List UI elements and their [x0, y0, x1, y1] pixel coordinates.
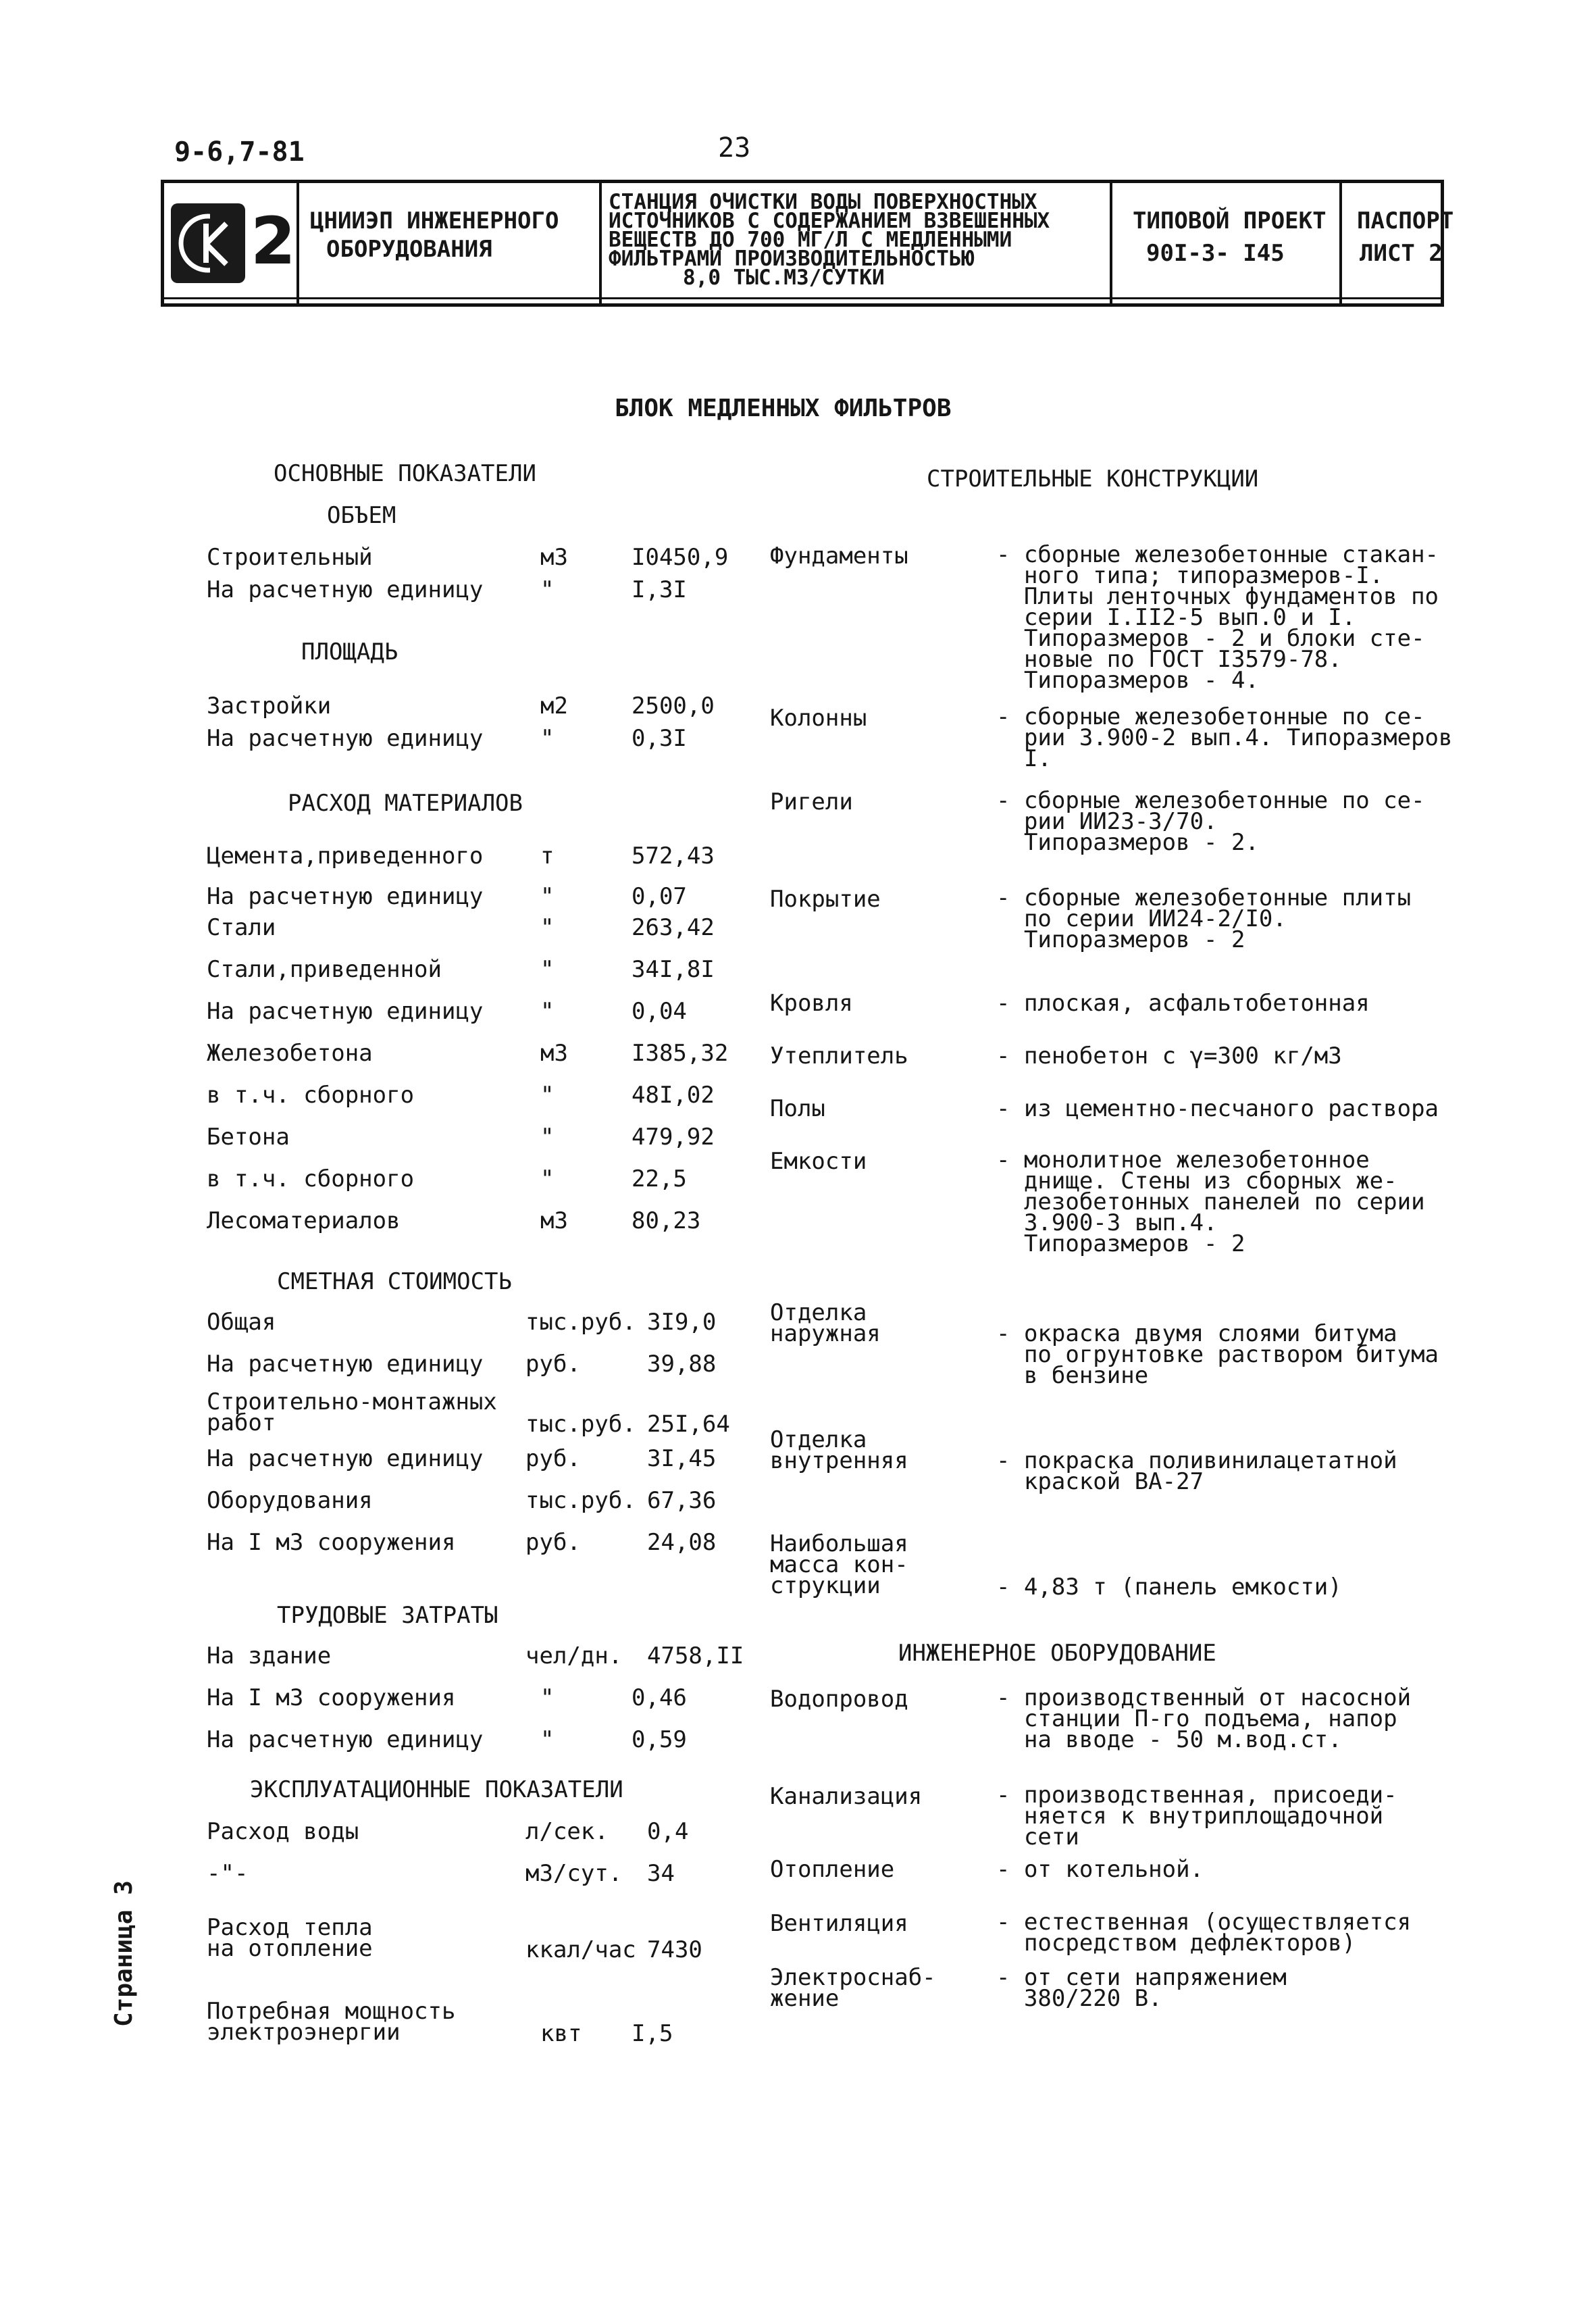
indicator-unit: " [540, 1082, 555, 1109]
indicator-name: Застройки [207, 693, 332, 720]
cost-title: СМЕТНАЯ СТОИМОСТЬ [277, 1268, 512, 1295]
indicator-value: 4758,II [647, 1642, 744, 1669]
indicator-value: 3I9,0 [647, 1309, 717, 1336]
indicator-name: Цемента,приведенного [207, 842, 484, 870]
indicator-value: I385,32 [632, 1040, 729, 1067]
indicator-name: Лесоматериалов [207, 1207, 401, 1234]
indicator-value: 25I,64 [647, 1411, 730, 1438]
indicator-name: На расчетную единицу [207, 1351, 484, 1378]
document-code: 9-6,7-81 [174, 136, 305, 168]
engineering-description: - от котельной. [996, 1856, 1204, 1883]
indicator-unit: " [540, 725, 555, 752]
area-title: ПЛОЩАДЬ [301, 638, 398, 665]
engineering-name: Электроснаб- жение [770, 1964, 936, 2012]
construction-name: Емкости [770, 1148, 867, 1175]
title-block-divider [164, 297, 1441, 299]
indicator-unit: " [540, 914, 555, 941]
indicator-unit: чел/дн. [525, 1642, 623, 1669]
indicator-value: I0450,9 [632, 544, 729, 571]
indicator-name: Расход тепла на отопление [207, 1914, 373, 1962]
indicator-value: 0,07 [632, 883, 687, 910]
construction-description: - пенобетон с γ=300 кг/м3 [996, 1042, 1342, 1070]
construction-description: - сборные железобетонные по се- рии 3.900-2 вып.4. Типоразмеров I. [996, 703, 1453, 772]
indicator-unit: " [540, 1165, 555, 1192]
construction-description: - сборные железобетонные по се- рии ИИ23-3/70. Типоразмеров - 2. [996, 787, 1425, 856]
indicator-name: в т.ч. сборного [207, 1082, 415, 1109]
indicator-unit: м2 [540, 693, 568, 720]
indicator-unit: т [540, 842, 555, 870]
construction-name: Наибольшая масса кон- струкции [770, 1530, 908, 1599]
construction-description: - из цементно-песчаного раствора [996, 1095, 1439, 1122]
indicator-unit: тыс.руб. [525, 1309, 636, 1336]
page-number: 23 [718, 132, 751, 164]
project-title-line: СТАНЦИЯ ОЧИСТКИ ВОДЫ ПОВЕРХНОСТНЫХ [609, 190, 1037, 214]
construction-name: Утеплитель [770, 1042, 908, 1070]
indicator-value: 67,36 [647, 1487, 717, 1514]
indicator-name: Строительный [207, 544, 373, 571]
construction-name: Колонны [770, 705, 867, 732]
organization-logo-icon [171, 203, 245, 283]
indicator-unit: " [540, 883, 555, 910]
materials-title: РАСХОД МАТЕРИАЛОВ [288, 790, 523, 817]
construction-description: - сборные железобетонные стакан- ного типа; типоразмеров-I. Плиты ленточных фундаментов по серии I.II2-5 вып.0 и I. Типоразмеров - 2 и блоки сте- новые по ГОСТ I3579-78. Типоразмеров - 4. [996, 541, 1439, 694]
indicator-value: 34 [647, 1860, 675, 1887]
indicator-name: Потребная мощность электроэнергии [207, 1998, 456, 2046]
construction-name: Ригели [770, 788, 853, 815]
construction-description: - покраска поливинилацетатной краской ВА-27 [996, 1447, 1397, 1495]
indicator-value: 0,4 [647, 1818, 689, 1845]
engineering-description: - естественная (осуществляется посредством дефлекторов) [996, 1909, 1412, 1957]
indicator-unit: " [540, 1124, 555, 1151]
project-title-cell [599, 183, 1110, 303]
construction-description: - 4,83 т (панель емкости) [996, 1574, 1342, 1601]
volume-title: ОБЪЕМ [327, 502, 396, 529]
indicator-value: 0,59 [632, 1726, 687, 1753]
indicator-value: 3I,45 [647, 1445, 717, 1472]
indicator-value: 24,08 [647, 1529, 717, 1556]
indicator-name: Железобетона [207, 1040, 373, 1067]
indicator-name: Стали [207, 914, 276, 941]
constructions-title: СТРОИТЕЛЬНЫЕ КОНСТРУКЦИИ [927, 466, 1259, 493]
project-type: ТИПОВОЙ ПРОЕКТ [1133, 207, 1327, 234]
construction-name: Фундаменты [770, 543, 908, 570]
indicator-unit: " [540, 1726, 555, 1753]
indicator-value: 0,46 [632, 1684, 687, 1711]
indicator-value: 34I,8I [632, 956, 715, 983]
construction-name: Полы [770, 1095, 825, 1122]
indicator-name: Бетона [207, 1124, 290, 1151]
indicator-unit: руб. [525, 1529, 581, 1556]
indicator-unit: м3 [540, 1207, 568, 1234]
indicator-unit: тыс.руб. [525, 1411, 636, 1438]
indicator-unit: " [540, 998, 555, 1025]
indicator-name: Стали,приведенной [207, 956, 442, 983]
sheet-number: ЛИСТ 2 [1360, 240, 1443, 267]
indicator-name: На I м3 сооружения [207, 1529, 456, 1556]
indicator-value: 263,42 [632, 914, 715, 941]
project-title-line: ИСТОЧНИКОВ С СОДЕРЖАНИЕМ ВЗВЕШЕННЫХ [609, 209, 1050, 233]
engineering-description: - производственная, присоеди- няется к внутриплощадочной сети [996, 1782, 1397, 1851]
indicator-value: 572,43 [632, 842, 715, 870]
construction-description: - сборные железобетонные плиты по серии ИИ24-2/I0. Типоразмеров - 2 [996, 884, 1412, 953]
indicator-unit: руб. [525, 1445, 581, 1472]
side-page-label: Страница 3 [110, 1880, 138, 2027]
indicator-name: На расчетную единицу [207, 576, 484, 603]
logo-cell [164, 183, 297, 303]
indicator-unit: " [540, 576, 555, 603]
engineering-description: - от сети напряжением 380/220 В. [996, 1964, 1287, 2012]
indicator-name: На расчетную единицу [207, 1445, 484, 1472]
labor-title: ТРУДОВЫЕ ЗАТРАТЫ [277, 1602, 498, 1629]
indicator-value: 22,5 [632, 1165, 687, 1192]
engineering-name: Водопровод [770, 1686, 908, 1713]
indicator-value: 479,92 [632, 1124, 715, 1151]
block-title: БЛОК МЕДЛЕННЫХ ФИЛЬТРОВ [615, 395, 952, 422]
title-block [161, 180, 1454, 307]
indicator-name: в т.ч. сборного [207, 1165, 415, 1192]
main-indicators-title: ОСНОВНЫЕ ПОКАЗАТЕЛИ [274, 460, 536, 487]
indicator-unit: квт [540, 2020, 582, 2047]
indicator-name: Расход воды [207, 1818, 359, 1845]
indicator-unit: тыс.руб. [525, 1487, 636, 1514]
project-title-line: 8,0 ТЫС.М3/СУТКИ [683, 266, 885, 290]
indicator-name: Общая [207, 1309, 276, 1336]
engineering-name: Вентиляция [770, 1910, 908, 1937]
sheet-type: ПАСПОРТ [1357, 207, 1454, 234]
indicator-name: На здание [207, 1642, 332, 1669]
indicator-name: На расчетную единицу [207, 998, 484, 1025]
indicator-unit: ккал/час [525, 1936, 636, 1963]
indicator-name: Строительно-монтажных работ [207, 1388, 497, 1436]
operational-title: ЭКСПЛУАТАЦИОННЫЕ ПОКАЗАТЕЛИ [250, 1776, 623, 1803]
organization-cell [297, 183, 599, 303]
indicator-name: Оборудования [207, 1487, 373, 1514]
indicator-name: На расчетную единицу [207, 1726, 484, 1753]
organization-line: ОБОРУДОВАНИЯ [326, 236, 492, 263]
project-title-line: ВЕЩЕСТВ ДО 700 МГ/Л С МЕДЛЕННЫМИ [609, 228, 1012, 252]
indicator-unit: м3 [540, 1040, 568, 1067]
indicator-unit: л/сек. [525, 1818, 609, 1845]
construction-description: - окраска двумя слоями битума по огрунтовке раствором битума в бензине [996, 1320, 1439, 1389]
indicator-name: На расчетную единицу [207, 725, 484, 752]
engineering-name: Канализация [770, 1783, 923, 1810]
indicator-value: 0,3I [632, 725, 687, 752]
project-number-cell [1110, 183, 1339, 303]
indicator-value: 48I,02 [632, 1082, 715, 1109]
indicator-value: I,5 [632, 2020, 673, 2047]
indicator-value: 7430 [647, 1936, 702, 1963]
indicator-name: -"- [207, 1860, 249, 1887]
project-number: 90I-3- I45 [1146, 240, 1285, 267]
indicator-value: 0,04 [632, 998, 687, 1025]
indicator-value: 39,88 [647, 1351, 717, 1378]
indicator-unit: м3/сут. [525, 1860, 623, 1887]
indicator-name: На расчетную единицу [207, 883, 484, 910]
construction-description: - монолитное железобетонное днище. Стены из сборных же- лезобетонных панелей по серии 3.900-3 вып.4. Типоразмеров - 2 [996, 1147, 1425, 1257]
indicator-unit: " [540, 1684, 555, 1711]
construction-description: - плоская, асфальтобетонная [996, 990, 1370, 1017]
sheet-cell [1339, 183, 1454, 303]
engineering-description: - производственный от насосной станции П-го подъема, напор на вводе - 50 м.вод.ст. [996, 1684, 1412, 1753]
engineering-title: ИНЖЕНЕРНОЕ ОБОРУДОВАНИЕ [898, 1640, 1216, 1667]
indicator-value: 2500,0 [632, 693, 715, 720]
construction-name: Отделка внутренняя [770, 1426, 908, 1474]
engineering-name: Отопление [770, 1856, 895, 1883]
organization-line: ЦНИИЭП ИНЖЕНЕРНОГО [310, 207, 559, 234]
indicator-unit: м3 [540, 544, 568, 571]
indicator-name: На I м3 сооружения [207, 1684, 456, 1711]
project-title-line: ФИЛЬТРАМИ ПРОИЗВОДИТЕЛЬНОСТЬЮ [609, 247, 975, 271]
construction-name: Покрытие [770, 886, 881, 913]
indicator-value: 80,23 [632, 1207, 701, 1234]
indicator-value: I,3I [632, 576, 687, 603]
indicator-unit: руб. [525, 1351, 581, 1378]
construction-name: Кровля [770, 990, 853, 1017]
logo-number: 2 [251, 203, 296, 279]
indicator-unit: " [540, 956, 555, 983]
construction-name: Отделка наружная [770, 1299, 881, 1347]
